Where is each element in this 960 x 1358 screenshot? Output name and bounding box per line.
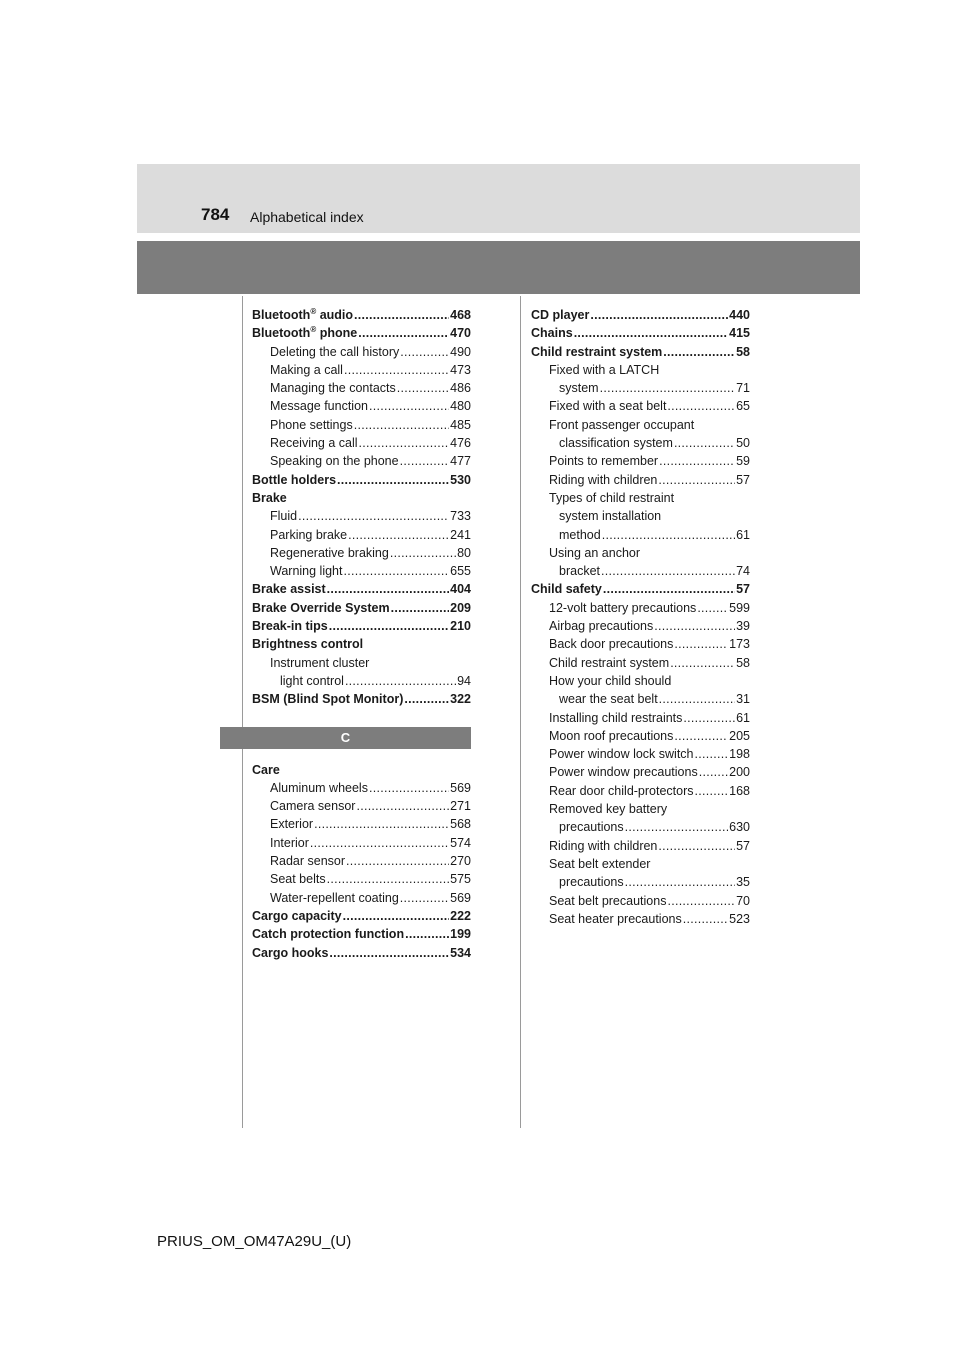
letter-section-bar-c: C — [220, 727, 471, 749]
index-subentry[interactable]: Exterior . . . 568 — [252, 815, 471, 833]
index-entry[interactable]: Bluetooth® phone . . . 470 — [252, 324, 471, 342]
index-subentry[interactable]: Power window lock switch . . . 198 — [531, 745, 750, 763]
index-subentry[interactable]: Camera sensor . . . 271 — [252, 797, 471, 815]
index-subentry[interactable]: Seat heater precautions . . . 523 — [531, 910, 750, 928]
index-subentry[interactable]: Message function . . . 480 — [252, 397, 471, 415]
index-subentry[interactable]: Speaking on the phone . . . 477 — [252, 452, 471, 470]
index-subentry[interactable]: precautions . . . 630 — [531, 818, 750, 836]
index-subentry-text: Front passenger occupant — [549, 417, 695, 432]
index-subentry[interactable]: Phone settings . . . 485 — [252, 416, 471, 434]
index-subentry[interactable]: Back door precautions . . . 173 — [531, 635, 750, 653]
left-column-rule — [242, 296, 243, 1128]
index-subentry[interactable]: system . . . 71 — [531, 379, 750, 397]
index-subentry-text: Seat belt extender — [549, 856, 651, 871]
index-entry[interactable]: Child restraint system . . . 58 — [531, 343, 750, 361]
index-entry[interactable]: CD player . . . 440 — [531, 306, 750, 324]
index-subentry[interactable]: Moon roof precautions . . . 205 — [531, 727, 750, 745]
header-bar — [137, 241, 860, 294]
section-title: Alphabetical index — [250, 209, 364, 225]
index-subentry[interactable]: Rear door child-protectors . . . 168 — [531, 782, 750, 800]
index-entry[interactable]: Brake Override System . . . 209 — [252, 599, 471, 617]
index-subentry-text: Fixed with a LATCH — [549, 362, 660, 377]
center-column-rule — [520, 296, 521, 1128]
index-subentry-text: Instrument cluster — [270, 655, 370, 670]
index-entry[interactable]: Cargo hooks . . . 534 — [252, 944, 471, 962]
index-entry[interactable]: Child safety . . . 57 — [531, 580, 750, 598]
index-subentry[interactable]: Water-repellent coating . . . 569 — [252, 889, 471, 907]
index-subentry-text: How your child should — [549, 673, 672, 688]
index-subentry[interactable]: method . . . 61 — [531, 526, 750, 544]
index-subentry-text: Using an anchor — [549, 545, 641, 560]
index-subentry[interactable]: Fluid . . . 733 — [252, 507, 471, 525]
index-subentry[interactable]: bracket . . . 74 — [531, 562, 750, 580]
index-subentry[interactable]: Seat belts . . . 575 — [252, 870, 471, 888]
header-band — [137, 164, 860, 233]
index-subentry[interactable]: Interior . . . 574 — [252, 834, 471, 852]
index-subentry[interactable]: light control . . . 94 — [252, 672, 471, 690]
index-column-left — [252, 306, 471, 962]
document-code: PRIUS_OM_OM47A29U_(U) — [157, 1233, 352, 1250]
index-subentry[interactable]: 12-volt battery precautions . . . 599 — [531, 599, 750, 617]
index-subentry[interactable]: Aluminum wheels . . . 569 — [252, 779, 471, 797]
index-entry[interactable]: Chains . . . 415 — [531, 324, 750, 342]
index-subentry[interactable]: Regenerative braking . . . 80 — [252, 544, 471, 562]
index-column-right — [531, 306, 750, 928]
index-subentry[interactable]: Receiving a call . . . 476 — [252, 434, 471, 452]
index-entry[interactable]: Bluetooth® audio . . . 468 — [252, 306, 471, 324]
index-subentry[interactable]: classification system . . . 50 — [531, 434, 750, 452]
index-subentry[interactable]: Parking brake . . . 241 — [252, 526, 471, 544]
index-subentry[interactable]: Child restraint system . . . 58 — [531, 654, 750, 672]
index-subentry[interactable]: Warning light . . . 655 — [252, 562, 471, 580]
index-subentry-text: Types of child restraint — [549, 490, 675, 505]
index-subentry[interactable]: Seat belt precautions . . . 70 — [531, 892, 750, 910]
index-subentry[interactable]: Riding with children . . . 57 — [531, 837, 750, 855]
index-subentry[interactable]: Airbag precautions . . . 39 — [531, 617, 750, 635]
index-entry[interactable]: Cargo capacity . . . 222 — [252, 907, 471, 925]
index-entry[interactable]: Break-in tips . . . 210 — [252, 617, 471, 635]
index-entry[interactable]: BSM (Blind Spot Monitor) . . . 322 — [252, 690, 471, 708]
index-subentry[interactable]: Deleting the call history . . . 490 — [252, 343, 471, 361]
index-subentry[interactable]: Power window precautions . . . 200 — [531, 763, 750, 781]
page-number: 784 — [201, 205, 230, 224]
index-subentry[interactable]: Points to remember . . . 59 — [531, 452, 750, 470]
index-subentry[interactable]: Riding with children . . . 57 — [531, 471, 750, 489]
index-subentry[interactable]: Fixed with a seat belt . . . 65 — [531, 397, 750, 415]
index-entry[interactable]: Bottle holders . . . 530 — [252, 471, 471, 489]
index-heading: Brightness control — [252, 637, 364, 652]
index-subentry[interactable]: Radar sensor . . . 270 — [252, 852, 471, 870]
index-entry[interactable]: Catch protection function . . . 199 — [252, 925, 471, 943]
index-subentry[interactable]: Managing the contacts . . . 486 — [252, 379, 471, 397]
index-subentry[interactable]: wear the seat belt . . . 31 — [531, 690, 750, 708]
index-subentry[interactable]: Making a call . . . 473 — [252, 361, 471, 379]
index-entry[interactable]: Brake assist . . . 404 — [252, 580, 471, 598]
index-subentry-text: system installation — [559, 509, 662, 524]
index-subentry[interactable]: precautions . . . 35 — [531, 873, 750, 891]
index-subentry-text: Removed key battery — [549, 802, 668, 817]
index-heading: Brake — [252, 490, 287, 505]
index-heading: Care — [252, 762, 280, 777]
index-subentry[interactable]: Installing child restraints . . . 61 — [531, 709, 750, 727]
